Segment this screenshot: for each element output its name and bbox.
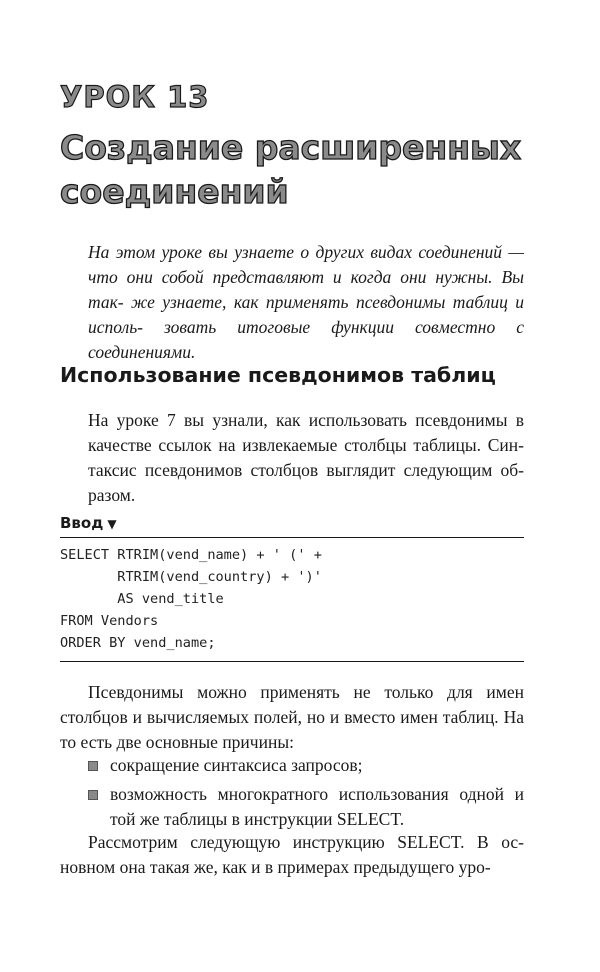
intro-line-4: зовать итоговые функции совместно с соединениями. bbox=[88, 317, 524, 362]
lesson-number: УРОК 13 bbox=[60, 80, 210, 114]
para3-line-1: Рассмотрим следующую инструкцию SELECT. В ос- bbox=[88, 832, 524, 852]
input-label bbox=[60, 514, 117, 532]
para2-line-1: Псевдонимы можно применять не только для имен bbox=[88, 682, 524, 702]
para1-line-1: На уроке 7 вы узнали, как использовать псевдонимы в bbox=[88, 410, 524, 430]
code-line-1: SELECT RTRIM(vend_name) + ' (' + bbox=[60, 547, 322, 563]
code-line-2: RTRIM(vend_country) + ')' bbox=[60, 569, 322, 585]
down-arrow-icon: ▼ bbox=[107, 517, 117, 531]
chapter-title bbox=[60, 126, 560, 214]
code-line-4: FROM Vendors bbox=[60, 613, 159, 629]
intro-line-3: же узнаете, как применять псевдонимы таблиц и исполь- bbox=[88, 292, 525, 337]
code-line-3: AS vend_title bbox=[60, 591, 224, 607]
intro-line-2: что они собой представляют и когда они нужны. Вы так- bbox=[88, 267, 524, 312]
para1-line-3: таксис псевдонимов столбцов выглядит следующим об- bbox=[88, 460, 524, 480]
section-heading: Использование псевдонимов таблиц bbox=[60, 363, 496, 387]
code-line-5: ORDER BY vend_name; bbox=[60, 635, 216, 651]
code-listing bbox=[60, 544, 524, 654]
para1-line-4: разом. bbox=[88, 485, 136, 505]
paragraph-alias-reasons bbox=[60, 680, 524, 755]
list-item-text: возможность многократного использования одной и той же таблицы в инструкции SELECT. bbox=[110, 784, 524, 829]
code-bottom-rule bbox=[60, 661, 524, 662]
para1-line-2: качестве ссылок на извлекаемые столбцы таблицы. Син- bbox=[88, 435, 524, 455]
para3-line-2: новном она такая же, как и в примерах предыдущего уро- bbox=[60, 857, 491, 877]
para2-line-2: столбцов и вычисляемых полей, но и вместо имен таблиц. bbox=[60, 707, 499, 727]
list-item bbox=[88, 753, 524, 778]
code-top-rule bbox=[60, 537, 524, 538]
para2-line-3: На то есть две основные причины: bbox=[60, 707, 524, 752]
reasons-list bbox=[88, 753, 524, 836]
paragraph-select-example bbox=[60, 830, 524, 880]
lesson-intro bbox=[88, 240, 524, 365]
input-label-text: Ввод bbox=[60, 514, 104, 532]
square-bullet-icon bbox=[88, 790, 98, 800]
square-bullet-icon bbox=[88, 761, 98, 771]
intro-line-1: На этом уроке вы узнаете о других видах соединений — bbox=[88, 242, 524, 262]
chapter-title-line-2: соединений bbox=[60, 172, 289, 211]
paragraph-table-aliases bbox=[88, 408, 524, 508]
chapter-title-line-1: Создание расширенных bbox=[60, 128, 522, 167]
list-item-text: сокращение синтаксиса запросов; bbox=[110, 755, 363, 775]
list-item bbox=[88, 782, 524, 832]
